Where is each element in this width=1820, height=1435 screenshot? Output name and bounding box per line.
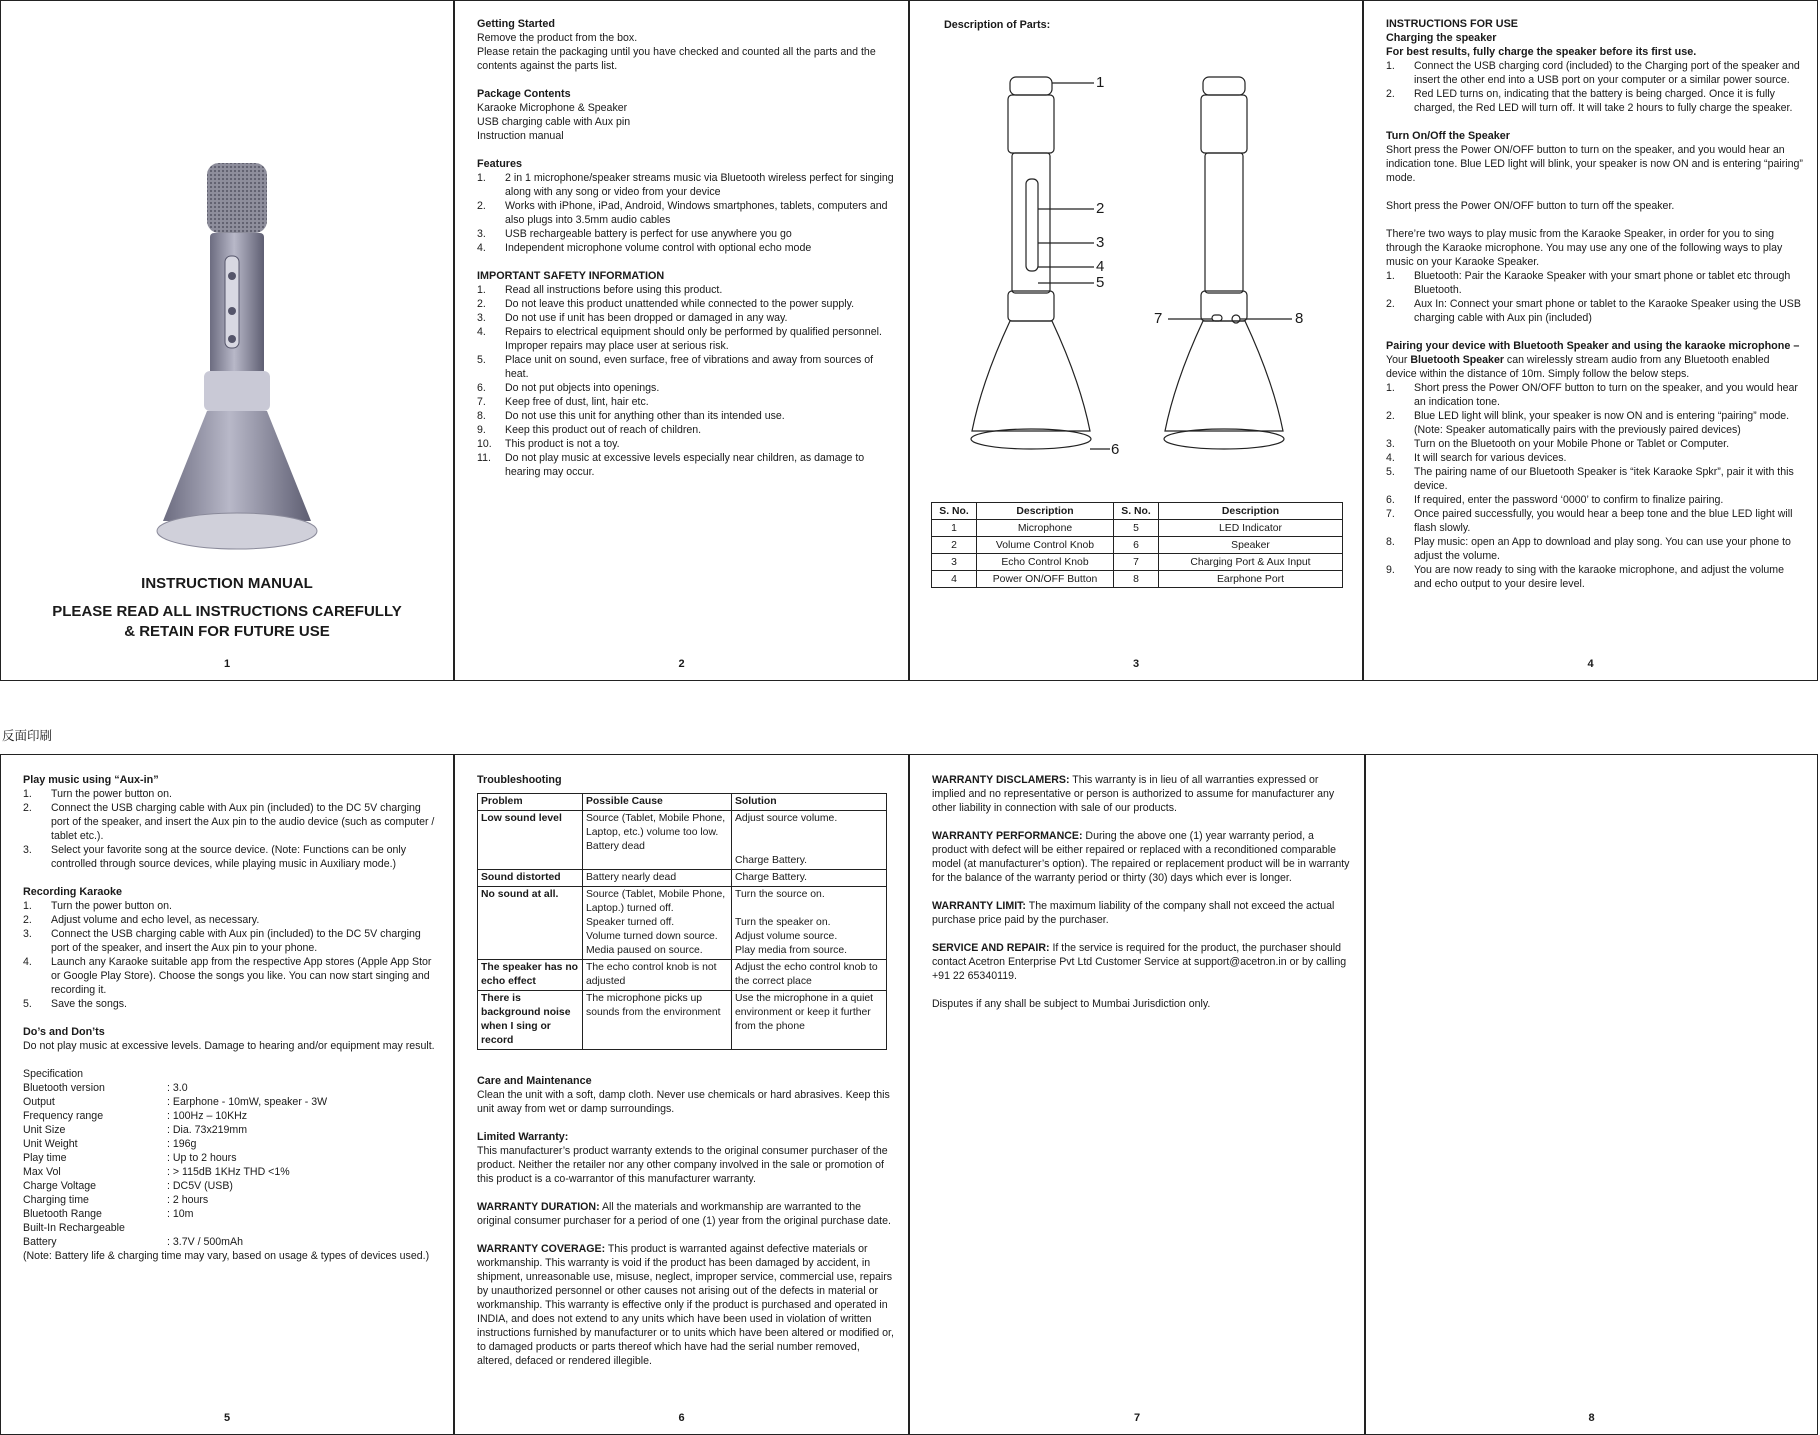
spec-row: Bluetooth version : 3.0 xyxy=(23,1082,188,1094)
instructions-heading: INSTRUCTIONS FOR USE xyxy=(1386,18,1518,30)
features-list xyxy=(477,171,894,255)
list-item: 1. Connect the USB charging cord (included) to the Charging port of the speaker and insert the other end into a USB port on your computer or a similar power source. xyxy=(1386,60,1800,86)
table-row: Low sound level Source (Tablet, Mobile Phone, Laptop, etc.) volume too low. Battery dead Adjust source volume. Charge Battery. xyxy=(478,811,887,870)
list-item: 3. Do not use if unit has been dropped or damaged in any way. xyxy=(477,312,788,324)
list-item: 2. Do not leave this product unattended while connected to the power supply. xyxy=(477,298,855,310)
pairing-heading: Pairing your device with Bluetooth Speaker and using the karaoke microphone – xyxy=(1386,340,1800,352)
list-item: 6. Do not put objects into openings. xyxy=(477,382,660,394)
getting-started-text-2: Please retain the packaging until you have checked and counted all the parts and the contents against the parts list. xyxy=(477,46,876,72)
turn-off-text: Short press the Power ON/OFF button to turn off the speaker. xyxy=(1386,200,1675,212)
package-contents-heading: Package Contents xyxy=(477,88,571,100)
list-item: 2. Adjust volume and echo level, as necessary. xyxy=(23,914,260,926)
warranty-performance: WARRANTY PERFORMANCE: During the above one (1) year warranty period, a product with defect will be either repaired or replaced with a reconditioned comparable model (at manufacturer’s option). The repaired or replacement product will be in warranty for the balance of the warranty period or thirty (30) days which ever is longer. xyxy=(932,830,1350,884)
spec-row: Bluetooth Range : 10m xyxy=(23,1208,194,1220)
care-text: Clean the unit with a soft, damp cloth. Never use chemicals or hard abrasives. Keep this unit away from wet or damp surroundings. xyxy=(477,1089,890,1115)
table-row: The speaker has no echo effect The echo control knob is not adjusted Adjust the echo control knob to the correct place xyxy=(478,960,887,991)
pairing-list xyxy=(1386,381,1803,591)
turn-on-heading: Turn On/Off the Speaker xyxy=(1386,130,1510,142)
callout-7: 7 xyxy=(1154,310,1163,327)
care-heading: Care and Maintenance xyxy=(477,1075,592,1087)
table-row: 1 Microphone 5 LED Indicator xyxy=(932,520,1343,537)
warranty-coverage: WARRANTY COVERAGE: This product is warranted against defective materials or workmanship. This warranty is void if the product has been damaged by accident, in shipment, unreasonable use, misuse, neglect, improper service, commercial use, repairs by unauthorized personnel or other causes not arising out of the defects in material or workmanship. This warranty is effective only if the product is purchased and operated in INDIA, and does not extend to any units which have been used in violation of written instructions furnished by manufacturer or to units which have been altered or modified or, to damaged products or parts thereof which have had the serial number removed, altered, defaced or rendered illegible. xyxy=(477,1243,894,1367)
package-item: USB charging cable with Aux pin xyxy=(477,116,631,128)
disputes-text: Disputes if any shall be subject to Mumbai Jurisdiction only. xyxy=(932,998,1211,1010)
spec-row: Battery : 3.7V / 500mAh xyxy=(23,1236,243,1248)
list-item: 3. Select your favorite song at the source device. (Note: Functions can be only controlled through source devices, while playing music in Auxiliary mode.) xyxy=(23,844,407,870)
play-ways-text: There’re two ways to play music from the Karaoke Speaker, in order for you to sing through the Karaoke microphone. You may use any one of the following ways to play music on your Karaoke Speaker. xyxy=(1386,228,1783,268)
list-item: 1. Turn the power button on. xyxy=(23,788,172,800)
spec-note: (Note: Battery life & charging time may vary, based on usage & types of devices used.) xyxy=(23,1250,430,1262)
list-item: 1. Read all instructions before using this product. xyxy=(477,284,723,296)
page-number: 3 xyxy=(1132,658,1140,670)
callout-3: 3 xyxy=(1096,234,1105,251)
parts-table xyxy=(931,502,1343,588)
spec-row: Max Vol : > 115dB 1KHz THD <1% xyxy=(23,1166,290,1178)
page-number: 7 xyxy=(1133,1412,1141,1424)
list-item: 3. USB rechargeable battery is perfect for use anywhere you go xyxy=(477,228,792,240)
list-item: 8. Play music: open an App to download and play song. You can use your phone to adjust the volume. xyxy=(1386,536,1791,562)
table-header-row xyxy=(932,503,1343,520)
page-2 xyxy=(454,0,909,681)
product-photo xyxy=(1,1,454,561)
troubleshooting-heading: Troubleshooting xyxy=(477,774,562,786)
list-item: 1. Short press the Power ON/OFF button to turn on the speaker, and you would hear an indication tone. xyxy=(1386,382,1798,408)
page-number: 1 xyxy=(223,658,231,670)
list-item: 5. The pairing name of our Bluetooth Speaker is “itek Karaoke Spkr”, pair it with this device. xyxy=(1386,466,1794,492)
charging-note: For best results, fully charge the speaker before its first use. xyxy=(1386,46,1697,58)
callout-5: 5 xyxy=(1096,274,1105,291)
list-item: 11. Do not play music at excessive levels especially near children, as damage to hearing may occur. xyxy=(477,452,865,478)
callout-2: 2 xyxy=(1096,200,1105,217)
spec-row: Charging time : 2 hours xyxy=(23,1194,209,1206)
list-item: 2. Works with iPhone, iPad, Android, Windows smartphones, tablets, computers and also plugs into 3.5mm audio cables xyxy=(477,200,888,226)
list-item: 1. Bluetooth: Pair the Karaoke Speaker with your smart phone or tablet etc through Bluetooth. xyxy=(1386,270,1791,296)
safety-list xyxy=(477,283,894,479)
warranty-disclaimers: WARRANTY DISCLAMERS: This warranty is in lieu of all warranties expressed or implied and no representative or person is authorized to assume for manufacturer any other liability in connection with sale of our products. xyxy=(932,774,1335,814)
page-4 xyxy=(1363,0,1818,681)
table-row: 2 Volume Control Knob 6 Speaker xyxy=(932,537,1343,554)
manual-subtitle-1: PLEASE READ ALL INSTRUCTIONS CAREFULLY xyxy=(52,603,402,620)
package-item: Karaoke Microphone & Speaker xyxy=(477,102,628,114)
page-number: 8 xyxy=(1588,1412,1595,1424)
recording-list xyxy=(23,899,439,1011)
recording-heading: Recording Karaoke xyxy=(23,886,123,898)
list-item: 2. Red LED turns on, indicating that the battery is being charged. Once it is fully charged, the Red LED will turn off. It will take 2 hours to fully charge the speaker. xyxy=(1386,88,1793,114)
list-item: 5. Save the songs. xyxy=(23,998,127,1010)
getting-started-text-1: Remove the product from the box. xyxy=(477,32,638,44)
parts-heading: Description of Parts: xyxy=(944,19,1051,31)
table-row: There is background noise when I sing or record The microphone picks up sounds from the environment Use the microphone in a quiet environment or keep it further from the phone xyxy=(478,991,887,1050)
list-item: 4. It will search for various devices. xyxy=(1386,452,1567,464)
list-item: 9. You are now ready to sing with the karaoke microphone, and adjust the volume and echo output to your desire level. xyxy=(1386,564,1785,590)
page-8 xyxy=(1365,754,1818,1435)
spec-row: Output : Earphone - 10mW, speaker - 3W xyxy=(23,1096,328,1108)
page-number: 4 xyxy=(1587,658,1594,670)
dos-donts-heading: Do’s and Don’ts xyxy=(23,1026,105,1038)
pairing-intro: Your Bluetooth Speaker can wirelessly stream audio from any Bluetooth enabled device within the distance of 10m. Simply follow the below steps. xyxy=(1386,354,1770,380)
play-ways-list xyxy=(1386,269,1803,325)
list-item: 2. Aux In: Connect your smart phone or tablet to the Karaoke Speaker using the USB charging cable with Aux pin (included) xyxy=(1386,298,1801,324)
page-1 xyxy=(0,0,454,681)
table-row: No sound at all. Source (Tablet, Mobile Phone, Laptop.) turned off. Speaker turned off. Volume turned down source. Media paused on source. Turn the source on. Turn the speaker on. Adjust volume source. Play media from source. xyxy=(478,887,887,960)
spec-row: Unit Size : Dia. 73x219mm xyxy=(23,1124,248,1136)
warranty-limit: WARRANTY LIMIT: The maximum liability of the company shall not exceed the actual purchase price paid by the purchaser. xyxy=(932,900,1335,926)
spec-row: Built-In Rechargeable xyxy=(23,1222,125,1234)
callout-6: 6 xyxy=(1111,441,1120,458)
col-description: Description xyxy=(977,503,1114,520)
col-sno: S. No. xyxy=(932,503,977,520)
troubleshooting-table xyxy=(477,793,887,1050)
list-item: 4. Independent microphone volume control with optional echo mode xyxy=(477,242,812,254)
page-number: 5 xyxy=(223,1412,231,1424)
list-item: 4. Repairs to electrical equipment should only be performed by qualified personnel. Improper repairs may place user at serious risk. xyxy=(477,326,882,352)
page-number: 2 xyxy=(678,658,685,670)
list-item: 7. Keep free of dust, lint, hair etc. xyxy=(477,396,649,408)
spec-heading: Specification xyxy=(23,1068,84,1080)
list-item: 10. This product is not a toy. xyxy=(477,438,620,450)
table-row: Sound distorted Battery nearly dead Charge Battery. xyxy=(478,870,887,887)
table-row: 3 Echo Control Knob 7 Charging Port & Aux Input xyxy=(932,554,1343,571)
list-item: 7. Once paired successfully, you would hear a beep tone and the blue LED light will flash slowly. xyxy=(1386,508,1793,534)
list-item: 6. If required, enter the password ‘0000’ to confirm to finalize pairing. xyxy=(1386,494,1724,506)
callout-1: 1 xyxy=(1096,74,1105,91)
list-item: 3. Connect the USB charging cable with Aux pin (included) to the DC 5V charging port of the speaker, and insert the Aux pin to your phone. xyxy=(23,928,421,954)
list-item: 8. Do not use this unit for anything other than its intended use. xyxy=(477,410,785,422)
aux-heading: Play music using “Aux-in” xyxy=(23,774,159,786)
col-description: Description xyxy=(1159,503,1343,520)
getting-started-heading: Getting Started xyxy=(477,18,555,30)
warranty-duration: WARRANTY DURATION: All the materials and workmanship are warranted to the original consumer purchaser for a period of one (1) year from the original purchase date. xyxy=(477,1201,891,1227)
callout-8: 8 xyxy=(1295,310,1304,327)
features-heading: Features xyxy=(477,158,523,170)
page-7 xyxy=(909,754,1365,1435)
page-number: 6 xyxy=(678,1412,685,1424)
spec-row: Frequency range : 100Hz – 10KHz xyxy=(23,1110,248,1122)
limited-warranty-heading: Limited Warranty: xyxy=(477,1131,569,1143)
spec-row: Play time : Up to 2 hours xyxy=(23,1152,237,1164)
list-item: 1. Turn the power button on. xyxy=(23,900,172,912)
charging-list xyxy=(1386,59,1803,115)
list-item: 4. Launch any Karaoke suitable app from the respective App stores (Apple App Stor or Google Play Store). Choose the songs you like. You can now start singing and recording it. xyxy=(23,956,432,996)
safety-heading: IMPORTANT SAFETY INFORMATION xyxy=(477,270,665,282)
callout-4: 4 xyxy=(1096,258,1105,275)
page-6 xyxy=(454,754,909,1435)
limited-warranty-text: This manufacturer’s product warranty extends to the original consumer purchaser of the product. Neither the retailer nor any other company involved in the sale or promotion of this product is a co-warrantor of this manufacturer warranty. xyxy=(477,1145,888,1185)
list-item: 1. 2 in 1 microphone/speaker streams music via Bluetooth wireless perfect for singing along with any song or video from your device xyxy=(477,172,894,198)
list-item: 2. Connect the USB charging cable with Aux pin (included) to the DC 5V charging port of the speaker, and insert the Aux pin to the audio device (such as computer / tablet etc.). xyxy=(23,802,435,842)
list-item: 2. Blue LED light will blink, your speaker is now ON and is entering “pairing” mode. (Note: Speaker automatically pairs with the previously paired devices) xyxy=(1386,410,1790,436)
turn-on-text: Short press the Power ON/OFF button to turn on the speaker, and you would hear an indication tone. Blue LED light will blink, your speaker is now ON and is entering “pairing” mode. xyxy=(1386,144,1803,184)
back-print-note: 反面印刷 xyxy=(2,728,53,743)
spec-row: Unit Weight : 196g xyxy=(23,1138,197,1150)
page-5 xyxy=(0,754,454,1435)
manual-subtitle-2: & RETAIN FOR FUTURE USE xyxy=(124,623,330,640)
service-repair: SERVICE AND REPAIR: If the service is required for the product, the purchaser should contact Acetron Enterprise Pvt Ltd Customer Service at support@acetron.in or by calling +91 22 65340119. xyxy=(932,942,1347,982)
col-sno: S. No. xyxy=(1114,503,1159,520)
dos-donts-text: Do not play music at excessive levels. Damage to hearing and/or equipment may result. xyxy=(23,1040,435,1052)
package-item: Instruction manual xyxy=(477,130,564,142)
charging-heading: Charging the speaker xyxy=(1386,32,1497,44)
manual-title: INSTRUCTION MANUAL xyxy=(141,575,313,592)
list-item: 9. Keep this product out of reach of children. xyxy=(477,424,702,436)
page-3 xyxy=(909,0,1363,681)
spec-row: Charge Voltage : DC5V (USB) xyxy=(23,1180,233,1192)
spec-list xyxy=(23,1081,439,1249)
list-item: 5. Place unit on sound, even surface, free of vibrations and away from sources of heat. xyxy=(477,354,874,380)
parts-diagram xyxy=(910,1,1363,481)
table-row: 4 Power ON/OFF Button 8 Earphone Port xyxy=(932,571,1343,588)
table-header-row: Problem Possible Cause Solution xyxy=(478,794,887,811)
aux-list xyxy=(23,787,439,871)
list-item: 3. Turn on the Bluetooth on your Mobile Phone or Tablet or Computer. xyxy=(1386,438,1730,450)
